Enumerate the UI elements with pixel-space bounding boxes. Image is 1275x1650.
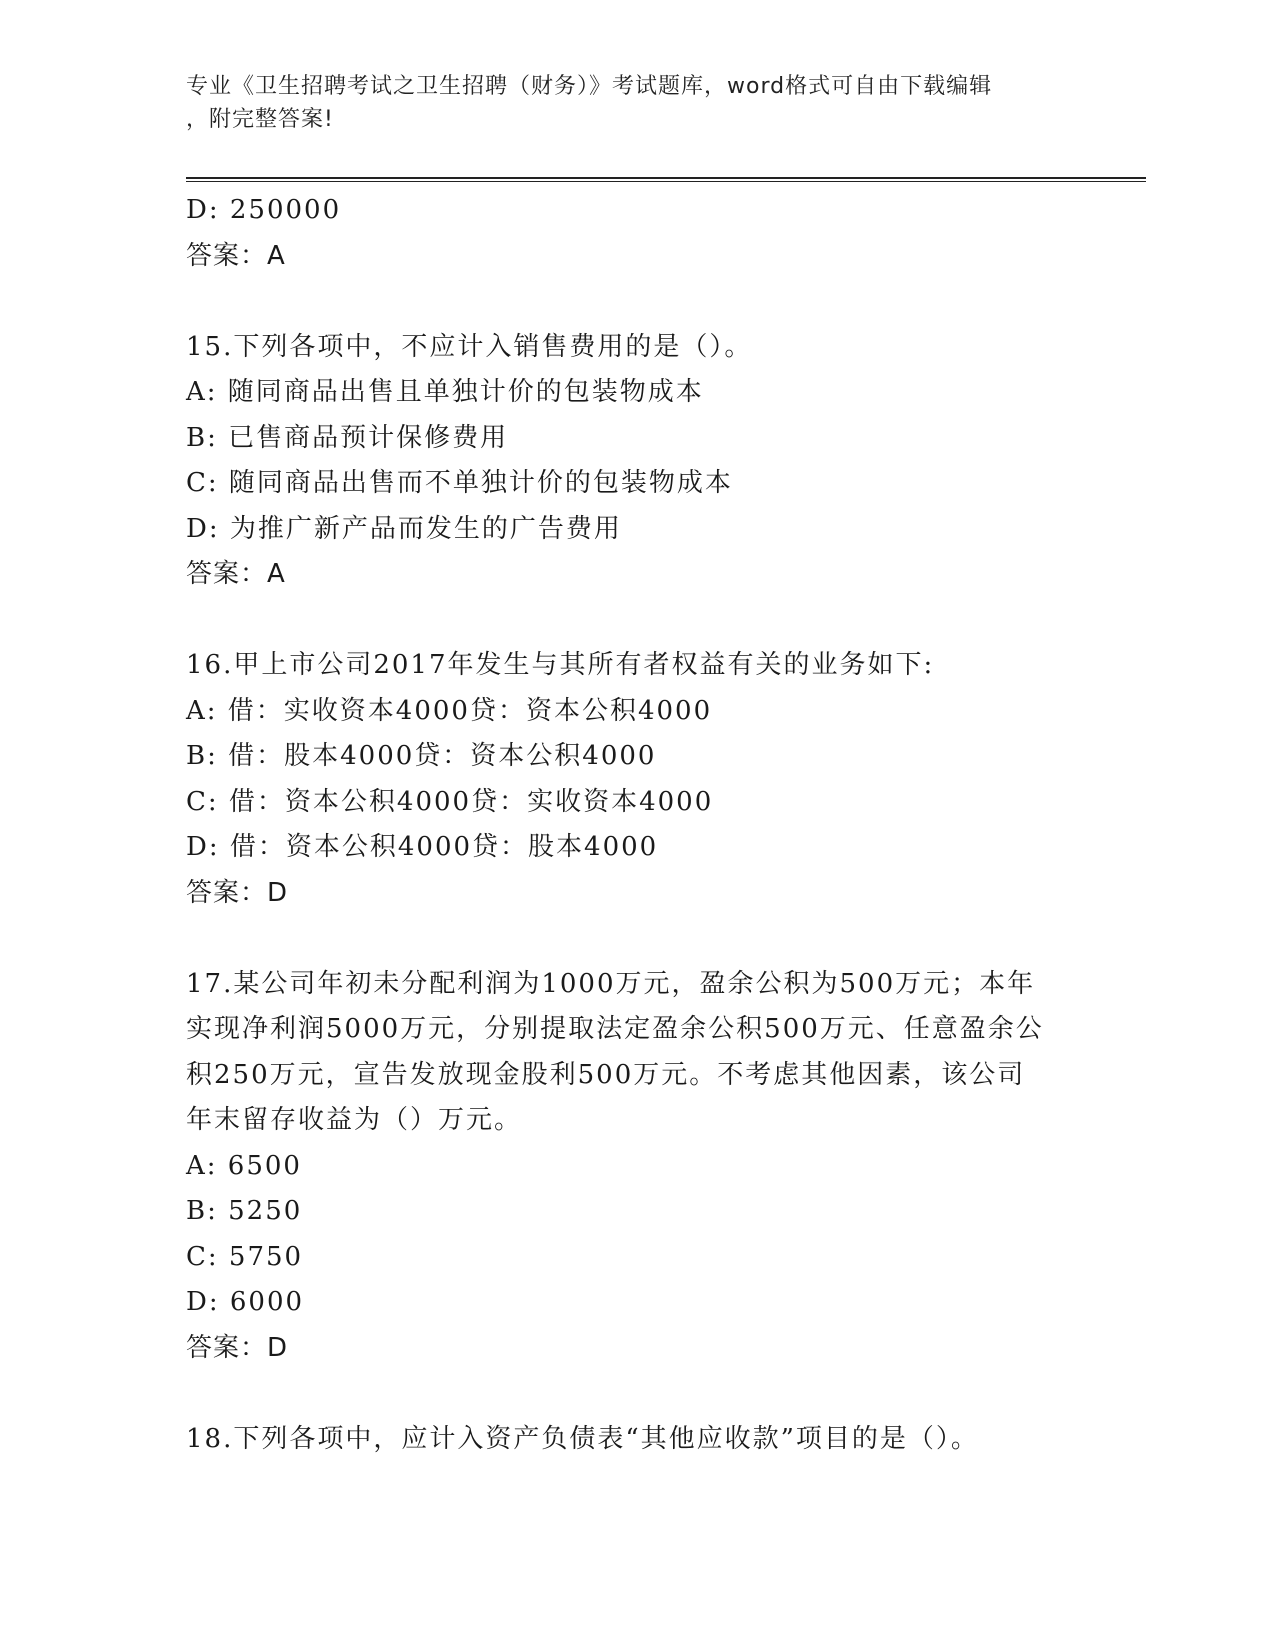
question-15: 15.下列各项中，不应计入销售费用的是（）。 bbox=[186, 331, 753, 362]
question-17-line: 积250万元，宣告发放现金股利500万元。不考虑其他因素，该公司 bbox=[186, 1059, 1026, 1090]
spacer bbox=[186, 916, 1086, 962]
option-d: D: 250000 bbox=[186, 195, 342, 225]
option-d: D: 为推广新产品而发生的广告费用 bbox=[186, 513, 622, 544]
answer-line: 答案：A bbox=[186, 240, 286, 271]
question-17-line: 17.某公司年初未分配利润为1000万元，盈余公积为500万元；本年 bbox=[186, 968, 1036, 999]
option-b: B: 已售商品预计保修费用 bbox=[186, 422, 509, 453]
question-17-line: 实现净利润5000万元，分别提取法定盈余公积500万元、任意盈余公 bbox=[186, 1014, 1044, 1044]
answer-line: 答案：D bbox=[186, 1332, 289, 1363]
answer-line: 答案：D bbox=[186, 877, 289, 908]
answer-line: 答案：A bbox=[186, 559, 286, 589]
option-a: A: 6500 bbox=[186, 1150, 302, 1181]
option-b: B: 5250 bbox=[186, 1196, 303, 1226]
option-a: A: 随同商品出售且单独计价的包装物成本 bbox=[186, 377, 704, 407]
option-d: D: 6000 bbox=[186, 1287, 305, 1317]
question-16: 16.甲上市公司2017年发生与其所有者权益有关的业务如下: bbox=[186, 650, 935, 680]
page-header bbox=[186, 70, 1066, 136]
option-d: D: 借：资本公积4000贷：股本4000 bbox=[186, 832, 659, 862]
header-divider bbox=[186, 177, 1146, 182]
option-c: C: 随同商品出售而不单独计价的包装物成本 bbox=[186, 468, 733, 498]
spacer bbox=[186, 598, 1086, 644]
question-18: 18.下列各项中，应计入资产负债表“其他应收款”项目的是（）。 bbox=[186, 1423, 979, 1454]
option-c: C: 借：资本公积4000贷：实收资本4000 bbox=[186, 786, 714, 817]
header-line-1: 专业《卫生招聘考试之卫生招聘（财务）》考试题库，word格式可自由下载编辑 bbox=[186, 74, 993, 99]
question-17-line: 年末留存收益为（）万元。 bbox=[186, 1105, 523, 1135]
spacer bbox=[186, 279, 1086, 325]
option-c: C: 5750 bbox=[186, 1241, 304, 1272]
option-b: B: 借：股本4000贷：资本公积4000 bbox=[186, 741, 657, 771]
document-body bbox=[186, 188, 1086, 1462]
option-a: A: 借：实收资本4000贷：资本公积4000 bbox=[186, 695, 713, 726]
header-line-2: ，附完整答案! bbox=[186, 107, 334, 132]
spacer bbox=[186, 1371, 1086, 1417]
